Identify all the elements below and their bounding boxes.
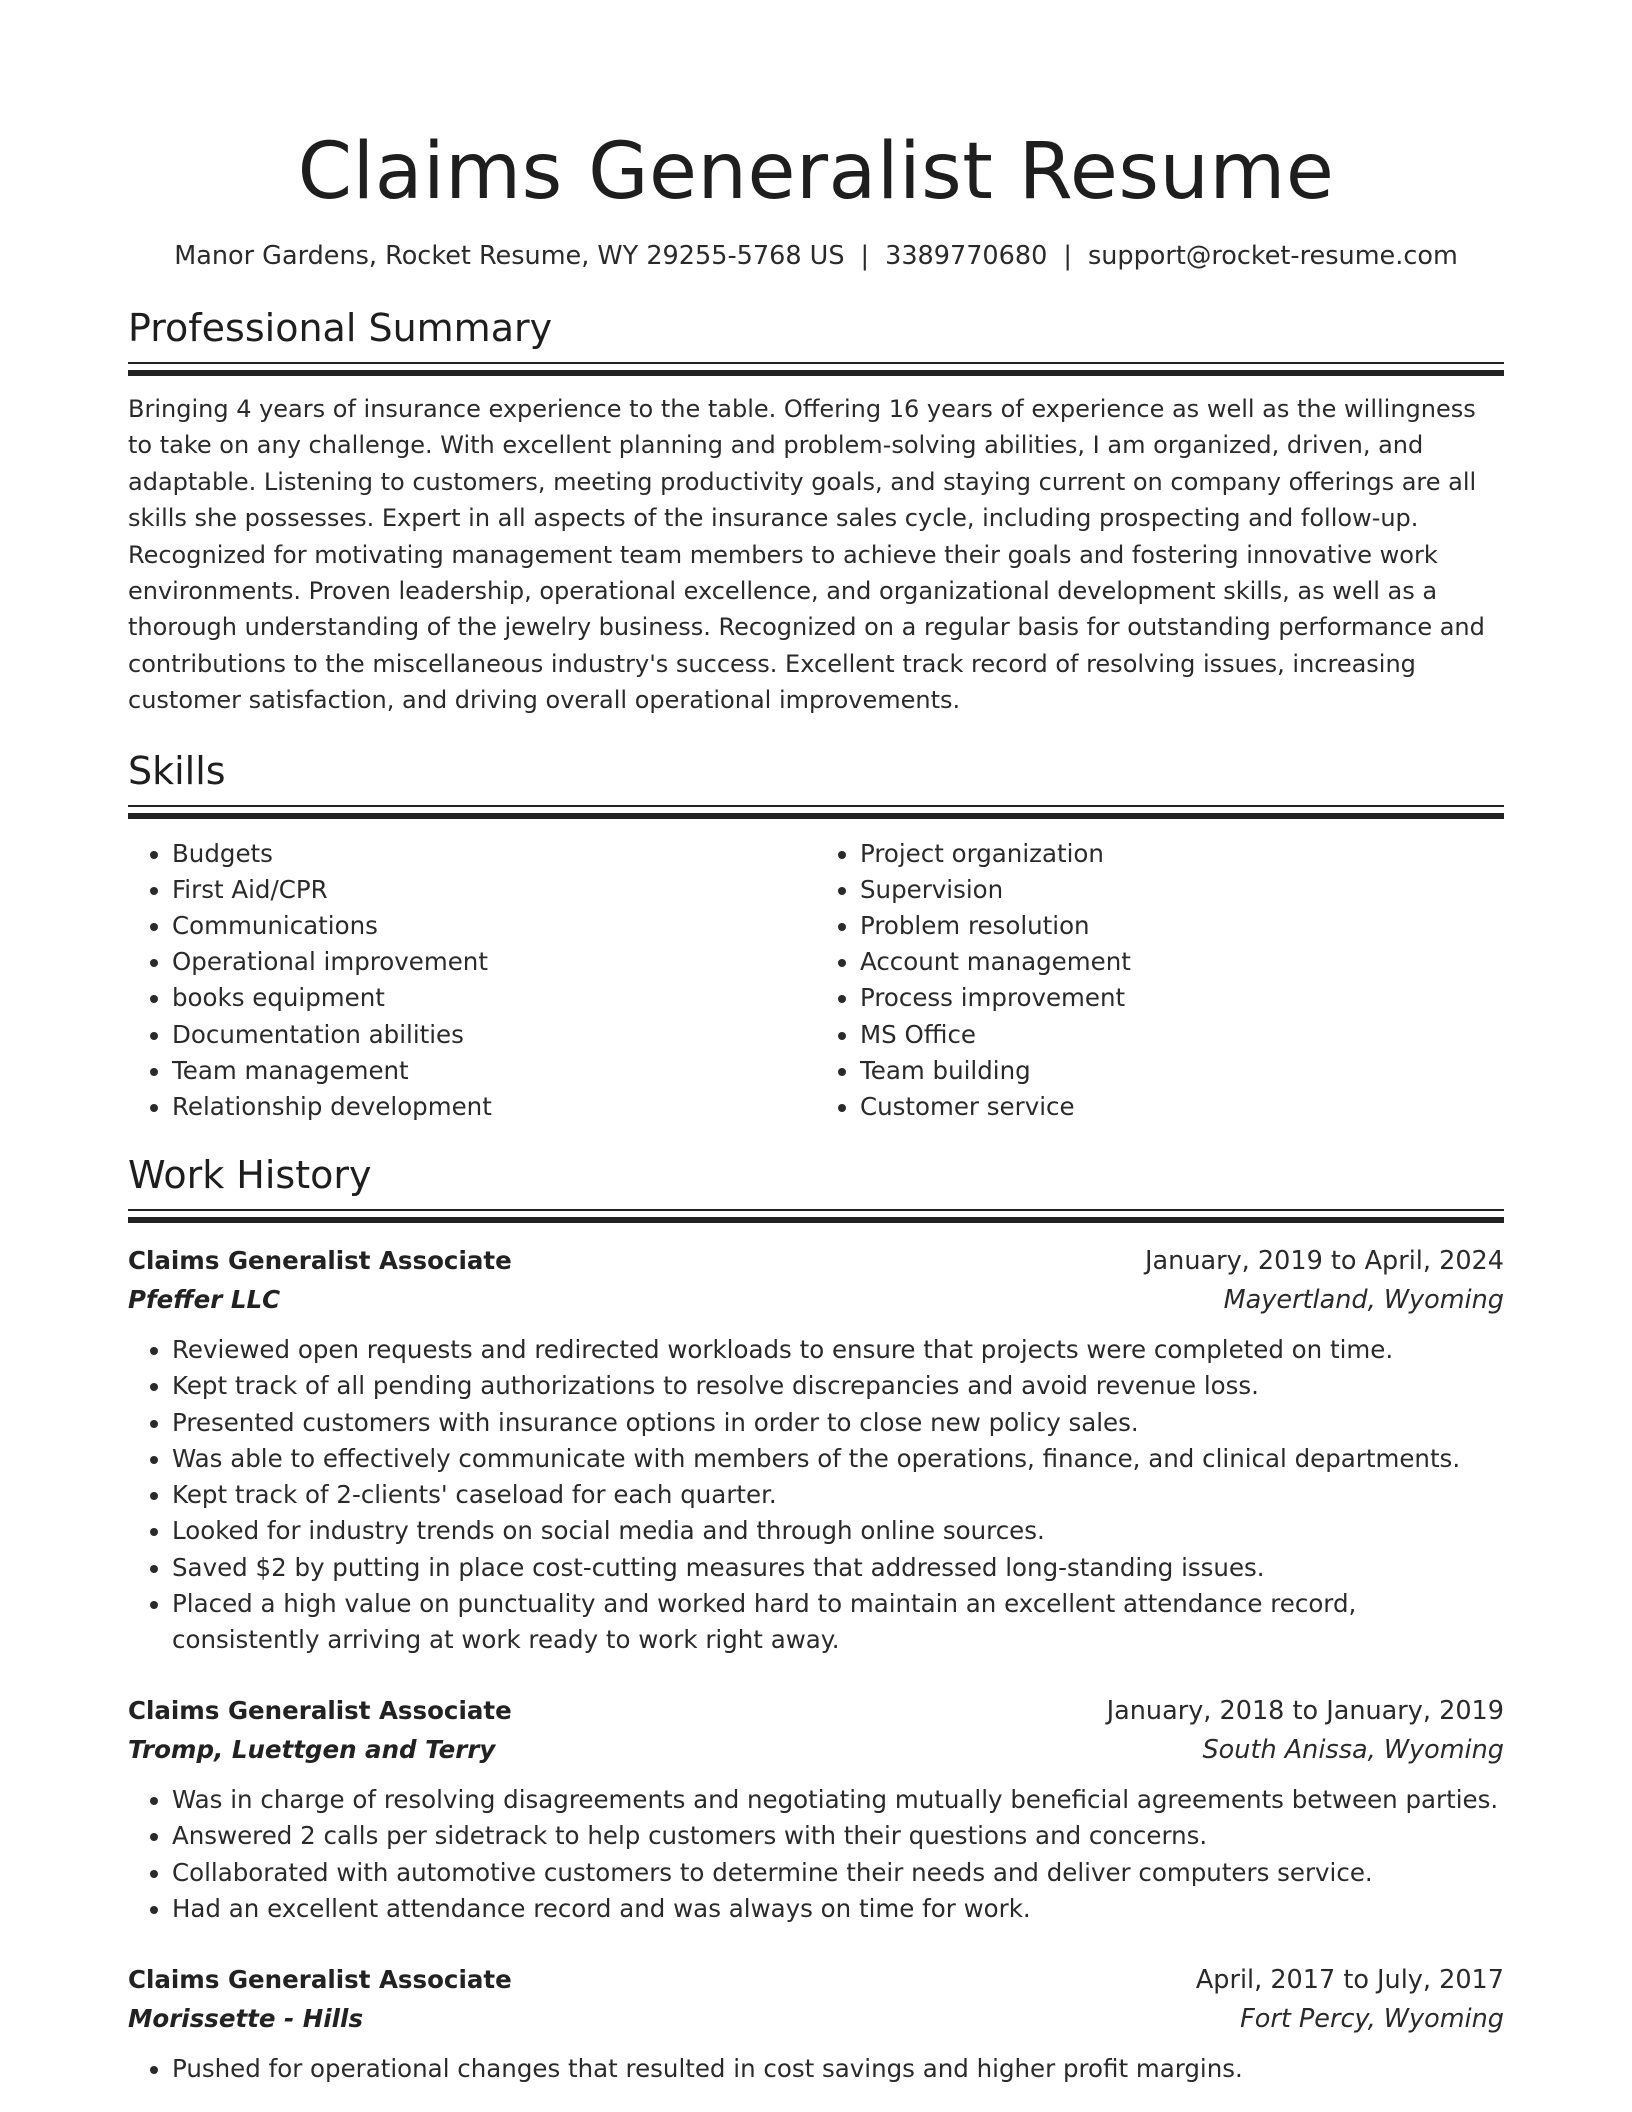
work-history-section xyxy=(128,1151,1504,2087)
job-dates: April, 2017 to July, 2017 xyxy=(1195,1964,1504,1995)
section-divider xyxy=(128,805,1504,820)
job-location: Fort Percy, Wyoming xyxy=(1240,2003,1504,2034)
summary-heading: Professional Summary xyxy=(128,306,553,350)
job-company: Morissette - Hills xyxy=(128,2003,364,2033)
skill-item: • Customer service xyxy=(860,1089,1504,1125)
section-divider xyxy=(128,1209,1504,1224)
skill-item: • MS Office xyxy=(860,1017,1504,1053)
job-bullets xyxy=(128,1332,1504,1658)
skills-grid xyxy=(128,836,1504,1126)
job-bullets xyxy=(128,1782,1504,1927)
job-bullet: • Saved $2 by putting in place cost-cutting measures that addressed long-standing issues. xyxy=(172,1550,1504,1586)
job-title: Claims Generalist Associate xyxy=(128,1696,512,1726)
job-header xyxy=(128,1692,1504,1730)
job-company: Tromp, Luettgen and Terry xyxy=(128,1735,496,1765)
skill-item: • Operational improvement xyxy=(172,944,816,980)
skill-item: • Team management xyxy=(172,1053,816,1089)
section-divider xyxy=(128,362,1504,377)
contact-separator: | xyxy=(1063,241,1072,271)
contact-address: Manor Gardens, Rocket Resume, WY 29255-5768 US xyxy=(174,241,845,271)
job-bullet: • Was in charge of resolving disagreements and negotiating mutually beneficial agreements between parties. xyxy=(172,1782,1504,1818)
job-bullet: • Looked for industry trends on social media and through online sources. xyxy=(172,1513,1504,1549)
contact-separator: | xyxy=(860,241,870,271)
resume-title: Claims Generalist Resume xyxy=(297,127,1335,217)
skill-item: • Relationship development xyxy=(172,1089,816,1125)
summary-text: Bringing 4 years of insurance experience to the table. Offering 16 years of experience as well as the willingness to take on any challenge. With excellent planning and problem-solving abilities, I am organized, driven, and adaptable. Listening to customers, meeting productivity goals, and staying current on company offerings are all skills she possesses. Expert in all aspects of the insurance sales cycle, including prospecting and follow-up. Recognized for motivating management team members to achieve their goals and fostering innovative work environments. Proven leadership, operational excellence, and organizational development skills, as well as a thorough understanding of the jewelry business. Recognized on a regular basis for outstanding performance and contributions to the miscellaneous industry's success. Excellent track record of resolving issues, increasing customer satisfaction, and driving overall operational improvements. xyxy=(128,395,1485,715)
job-subheader xyxy=(128,1999,1504,2039)
skill-item: • Problem resolution xyxy=(860,908,1504,944)
job-location: Mayertland, Wyoming xyxy=(1223,1285,1504,1316)
job-subheader xyxy=(128,1730,1504,1770)
job-location: South Anissa, Wyoming xyxy=(1202,1735,1504,1766)
skill-item: • Project organization xyxy=(860,836,1504,872)
job-title: Claims Generalist Associate xyxy=(128,1964,512,1994)
job-dates: January, 2019 to April, 2024 xyxy=(1145,1246,1504,1277)
summary-section xyxy=(128,304,1504,719)
skills-section xyxy=(128,747,1504,1126)
job-header xyxy=(128,1961,1504,1999)
skills-list-left xyxy=(128,836,816,1126)
job-bullet: • Collaborated with automotive customers to determine their needs and deliver computers service. xyxy=(172,1855,1504,1891)
contact-line xyxy=(128,238,1504,274)
contact-phone: 3389770680 xyxy=(885,241,1048,271)
job-bullet: • Kept track of all pending authorizations to resolve discrepancies and avoid revenue loss. xyxy=(172,1368,1504,1404)
skill-item: • Process improvement xyxy=(860,980,1504,1016)
job-bullet: • Presented customers with insurance options in order to close new policy sales. xyxy=(172,1405,1504,1441)
contact-email: support@rocket-resume.com xyxy=(1087,241,1458,271)
job-bullet: • Was able to effectively communicate with members of the operations, finance, and clinical departments. xyxy=(172,1441,1504,1477)
job-bullet: • Had an excellent attendance record and was always on time for work. xyxy=(172,1891,1504,1927)
skill-item: • Account management xyxy=(860,944,1504,980)
job-entry xyxy=(128,1961,1504,2087)
skill-item: • Team building xyxy=(860,1053,1504,1089)
job-bullet: • Pushed for operational changes that resulted in cost savings and higher profit margins. xyxy=(172,2051,1504,2087)
skill-item: • First Aid/CPR xyxy=(172,872,816,908)
job-dates: January, 2018 to January, 2019 xyxy=(1106,1696,1504,1727)
job-header xyxy=(128,1242,1504,1280)
skill-item: • Budgets xyxy=(172,836,816,872)
job-entry xyxy=(128,1692,1504,1927)
job-company: Pfeffer LLC xyxy=(128,1285,281,1315)
job-bullets xyxy=(128,2051,1504,2087)
job-bullet: • Reviewed open requests and redirected workloads to ensure that projects were completed on time. xyxy=(172,1332,1504,1368)
job-bullet: • Placed a high value on punctuality and worked hard to maintain an excellent attendance record, consistently arriving at work ready to work right away. xyxy=(172,1586,1504,1658)
skills-list-right xyxy=(816,836,1504,1126)
skills-heading: Skills xyxy=(128,748,226,793)
job-bullet: • Kept track of 2-clients' caseload for each quarter. xyxy=(172,1477,1504,1513)
job-title: Claims Generalist Associate xyxy=(128,1246,512,1276)
skill-item: • books equipment xyxy=(172,980,816,1016)
job-subheader xyxy=(128,1280,1504,1320)
skill-item: • Documentation abilities xyxy=(172,1017,816,1053)
resume-page xyxy=(128,0,1504,2087)
job-entry xyxy=(128,1242,1504,1658)
job-bullet: • Answered 2 calls per sidetrack to help customers with their questions and concerns. xyxy=(172,1818,1504,1854)
work-history-heading: Work History xyxy=(128,1153,372,1198)
skill-item: • Communications xyxy=(172,908,816,944)
skill-item: • Supervision xyxy=(860,872,1504,908)
